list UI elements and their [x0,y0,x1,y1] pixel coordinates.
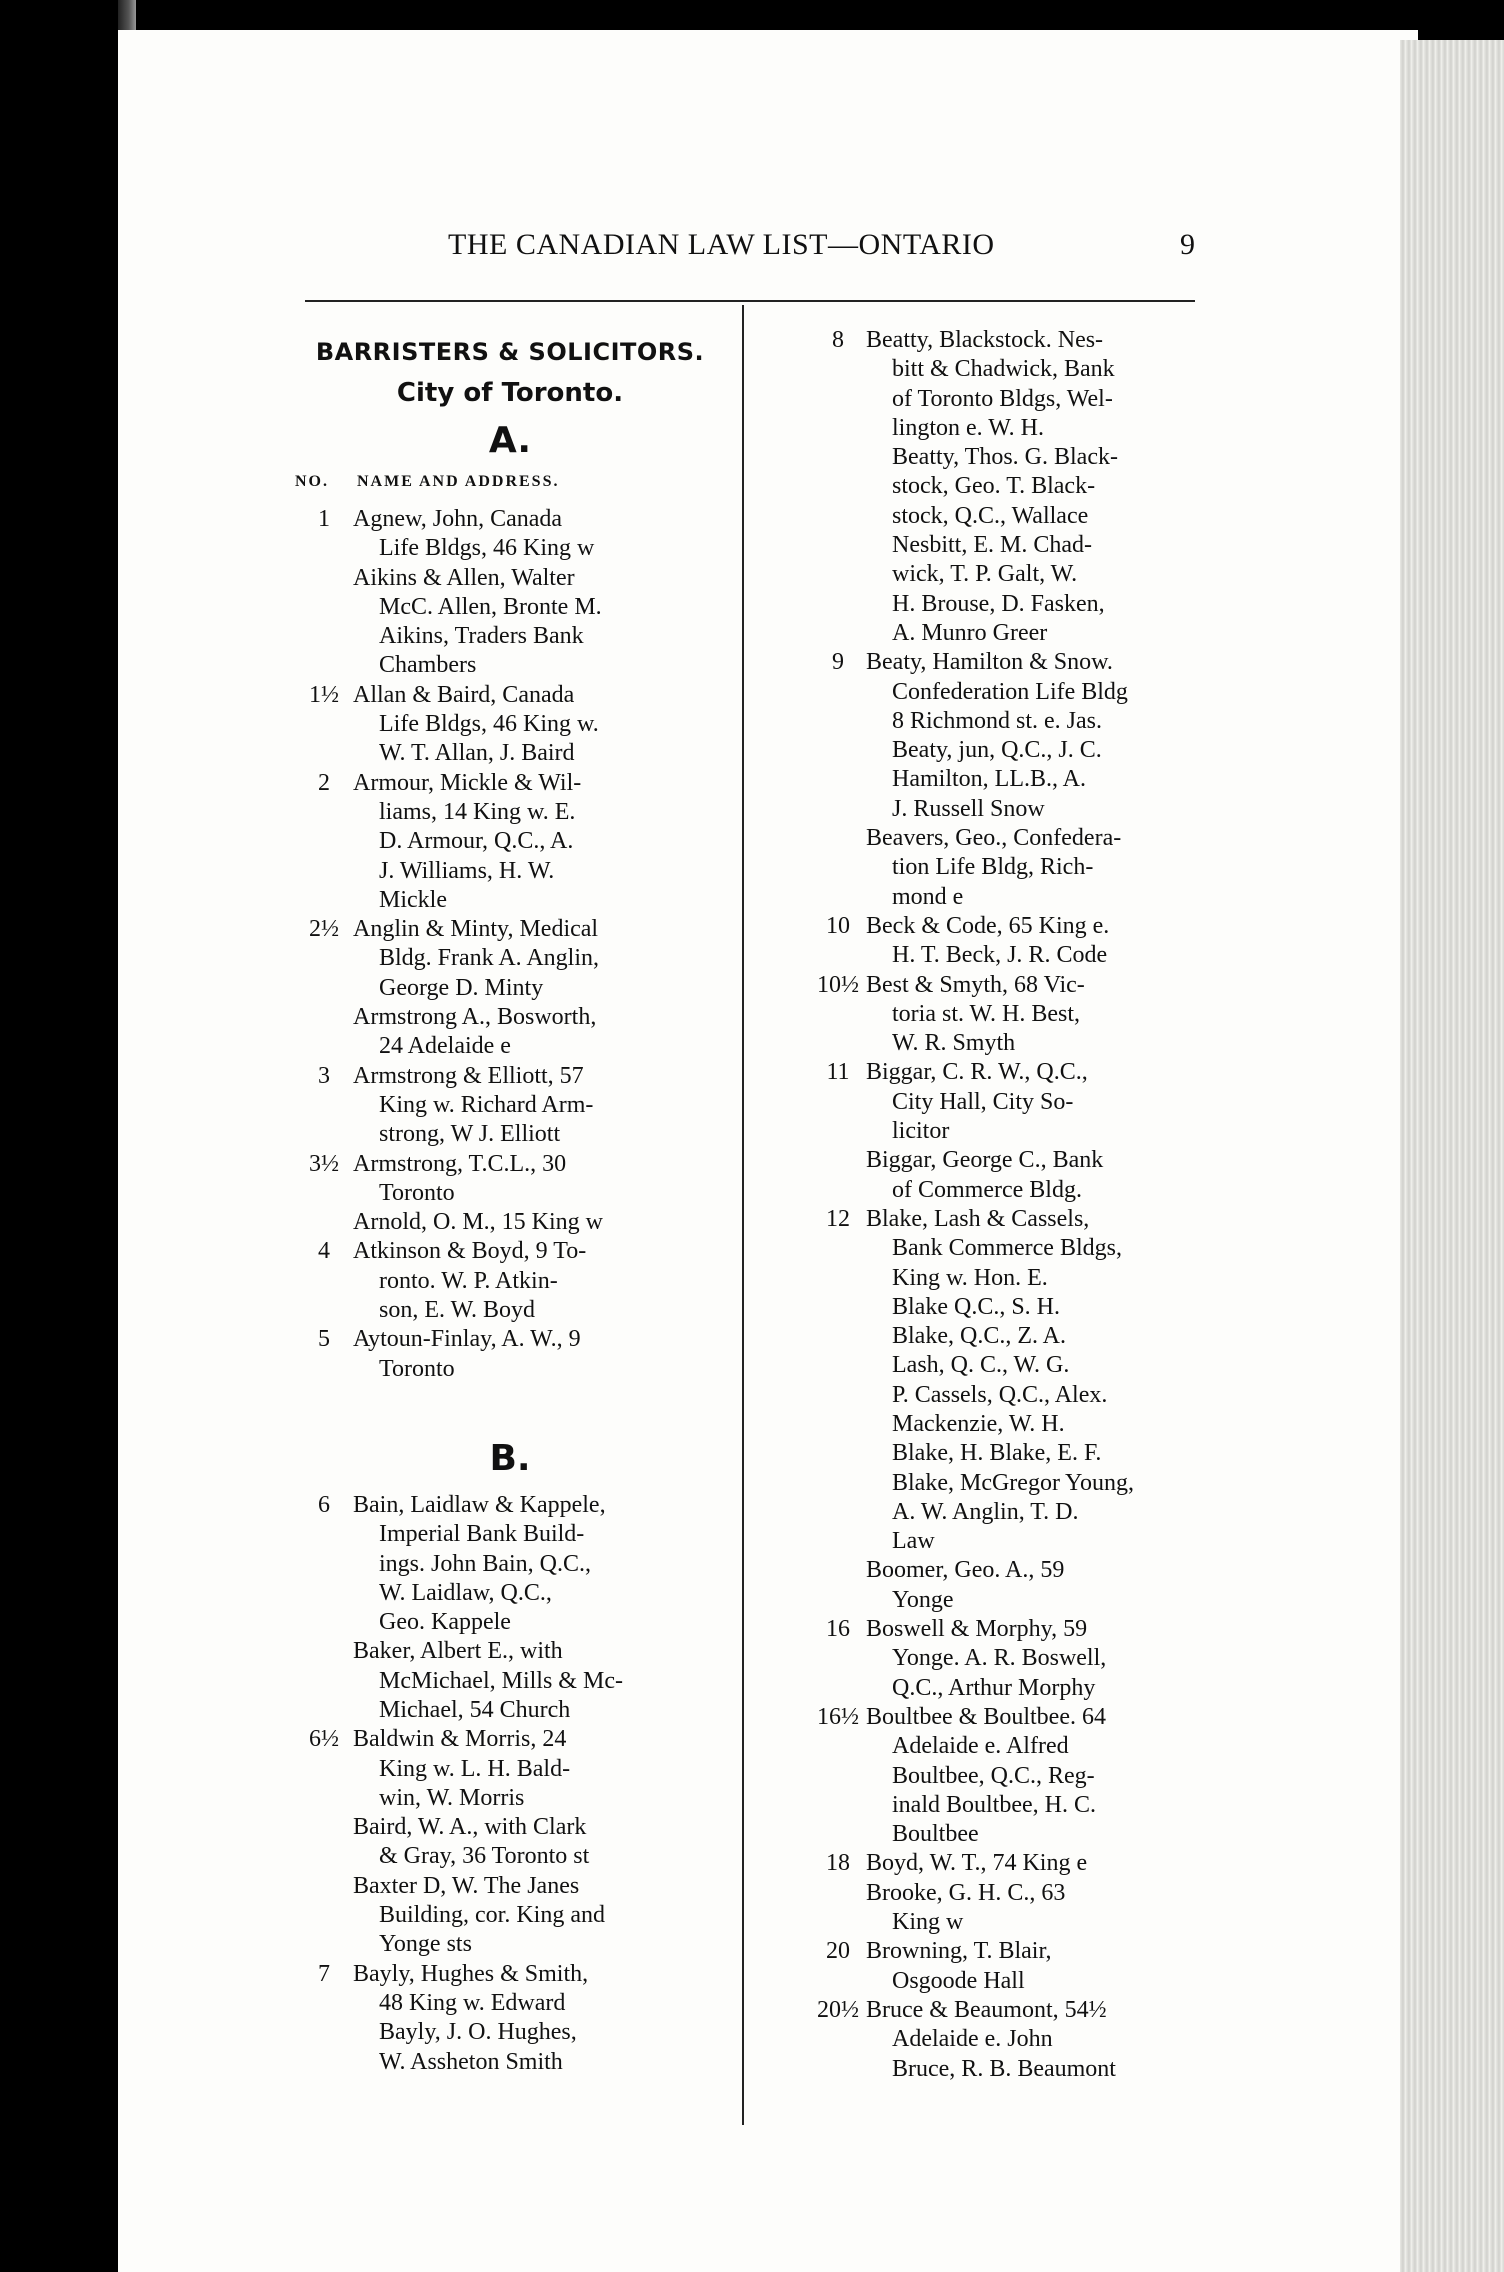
entry-line: George D. Minty [379,974,544,1001]
entry-line: & Gray, 36 Toronto st [379,1843,590,1870]
entry-text [353,564,725,681]
directory-entry [810,1556,1210,1615]
entry-name: Armstrong, T.C.L., 30 [353,1150,567,1177]
directory-entry [295,769,725,915]
entry-line: Law [892,1528,935,1555]
entry-name: Bruce & Beaumont, 54½ [866,1996,1107,2023]
directory-entry [295,505,725,564]
entry-line: Bayly, J. O. Hughes, [379,2019,577,2046]
entry-line: Blake Q.C., S. H. [892,1293,1060,1320]
entry-number [295,1003,353,1062]
entry-name: Blake, Lash & Cassels, [866,1205,1090,1232]
entry-number: 20½ [817,1996,859,2023]
entry-line: City Hall, City So- [892,1088,1074,1115]
entry-line: Boultbee [892,1821,979,1848]
col-header-no: NO. [295,473,329,490]
entry-name: Biggar, George C., Bank [866,1147,1104,1174]
entry-number: 1½ [309,681,339,708]
entry-line: Beaty, jun, Q.C., J. C. [892,737,1102,764]
entry-number: 4 [318,1238,330,1265]
entry-line: Blake, H. Blake, E. F. [892,1440,1102,1467]
entry-line: Imperial Bank Build- [379,1521,585,1548]
directory-entry [295,681,725,769]
entry-name: Browning, T. Blair, [866,1938,1052,1965]
entry-line: Nesbitt, E. M. Chad- [892,532,1092,559]
entry-name: Bayly, Hughes & Smith, [353,1960,589,1987]
entry-line: 48 King w. Edward [379,1989,566,2016]
entry-line: inald Boultbee, H. C. [892,1791,1096,1818]
entry-line: McC. Allen, Bronte M. [379,593,602,620]
entry-line: Yonge sts [379,1931,472,1958]
entry-line: King w [892,1909,964,1936]
directory-entry [810,1879,1210,1938]
entry-text [353,915,725,1003]
entry-text [353,1150,725,1209]
entry-number [295,1872,353,1960]
letter-heading-b: B. [489,1437,531,1479]
entry-line: Boultbee, Q.C., Reg- [892,1762,1095,1789]
entry-number: 6½ [309,1726,339,1753]
entry-name: Boswell & Morphy, 59 [866,1616,1088,1643]
entry-line: ronto. W. P. Atkin- [379,1267,558,1294]
entry-line: A. W. Anglin, T. D. [892,1498,1079,1525]
entry-line: Chambers [379,652,477,679]
entry-text [866,1879,1210,1938]
entry-text [866,1205,1210,1557]
entry-line: licitor [892,1118,950,1145]
entry-line: W. Laidlaw, Q.C., [379,1579,552,1606]
entry-line: wick, T. P. Galt, W. [892,561,1078,588]
entry-line: King w. L. H. Bald- [379,1755,571,1782]
entry-name: Allan & Baird, Canada [353,681,575,708]
entry-line: 8 Richmond st. e. Jas. [892,707,1102,734]
directory-entry [295,915,725,1003]
entry-line: Building, cor. King and [379,1902,605,1929]
directory-entry [810,1615,1210,1703]
entry-line: Geo. Kappele [379,1609,511,1636]
entry-name: Best & Smyth, 68 Vic- [866,971,1085,998]
directory-entry [810,326,1210,648]
entry-line: Mickle [379,886,447,913]
entry-name: Brooke, G. H. C., 63 [866,1879,1066,1906]
directory-entry [295,1491,725,1637]
entry-text [866,648,1210,824]
entry-name: Beck & Code, 65 King e. [866,912,1110,939]
page-number: 9 [1180,228,1196,261]
directory-entry [810,1849,1210,1878]
entry-number: 1 [318,506,330,532]
directory-entry [295,1208,725,1237]
entry-name: Boultbee & Boultbee. 64 [866,1703,1106,1730]
entry-name: Bain, Laidlaw & Kappele, [353,1491,606,1518]
entry-line: King w. Richard Arm- [379,1091,594,1118]
entry-line: D. Armour, Q.C., A. [379,828,574,855]
entry-line: Toronto [379,1355,455,1382]
entry-line: J. Russell Snow [892,795,1045,822]
directory-entry [295,1003,725,1062]
entry-number [295,564,353,681]
directory-entry [810,824,1210,912]
directory-entry [810,971,1210,1059]
entry-line: J. Williams, H. W. [379,857,555,884]
entry-line: Toronto [379,1179,455,1206]
entry-text [353,1208,725,1237]
entry-text [353,505,725,564]
letter-heading-a: A. [488,420,532,461]
entry-line: McMichael, Mills & Mc- [379,1667,623,1694]
entry-name: Agnew, John, Canada [353,506,563,532]
entry-line: 24 Adelaide e [379,1033,511,1060]
directory-entry [295,1150,725,1209]
entry-text [866,1849,1210,1878]
entry-line: bitt & Chadwick, Bank [892,356,1115,383]
entry-number: 2 [318,769,330,796]
entry-line: Mackenzie, W. H. [892,1410,1065,1437]
entry-name: Baldwin & Morris, 24 [353,1726,567,1753]
entry-number: 12 [826,1205,850,1232]
entry-line: Hamilton, LL.B., A. [892,766,1086,793]
entries-b-right [810,326,1210,2084]
directory-entry [810,912,1210,971]
entry-name: Atkinson & Boyd, 9 To- [353,1238,587,1265]
entry-text [866,912,1210,971]
entry-number [810,1146,866,1205]
directory-entry [295,1325,725,1384]
entry-name: Beavers, Geo., Confedera- [866,825,1122,852]
entry-text [866,824,1210,912]
entry-line: lington e. W. H. [892,414,1045,441]
entry-number: 3½ [309,1150,339,1177]
header-rule [305,300,1195,302]
entry-name: Aytoun-Finlay, A. W., 9 [353,1326,581,1353]
directory-entry [810,1937,1210,1996]
entry-text [353,1237,725,1325]
entry-name: Armstrong & Elliott, 57 [353,1062,584,1089]
entry-number: 10 [826,912,850,939]
entries-a [295,505,725,1384]
city-heading: City of Toronto. [396,378,624,408]
directory-entry [295,1725,725,1813]
entry-name: Baird, W. A., with Clark [353,1814,587,1841]
right-column [810,326,1210,2084]
entry-number: 16 [826,1616,850,1643]
entry-line: Lash, Q. C., W. G. [892,1352,1070,1379]
entry-number: 10½ [817,971,859,998]
entry-text [353,1960,725,2077]
entry-line: Adelaide e. John [892,2026,1053,2053]
entry-line: stock, Q.C., Wallace [892,502,1089,529]
entry-name: Beaty, Hamilton & Snow. [866,649,1113,676]
entry-number [810,1879,866,1938]
entry-line: Aikins, Traders Bank [379,623,584,650]
directory-entry [810,1996,1210,2084]
running-title: THE CANADIAN LAW LIST—ONTARIO [448,228,995,261]
directory-entry [295,1960,725,2077]
entry-number: 9 [832,649,844,676]
entry-text [353,1725,725,1813]
entry-text [866,1146,1210,1205]
section-heading: BARRISTERS & SOLICITORS. [315,338,705,366]
entry-line: P. Cassels, Q.C., Alex. [892,1381,1108,1408]
entry-number: 7 [318,1960,330,1987]
entry-line: A. Munro Greer [892,619,1048,646]
entry-line: Life Bldgs, 46 King w [379,535,595,562]
entry-line: Bldg. Frank A. Anglin, [379,945,600,972]
entry-text [866,326,1210,648]
directory-entry [295,1872,725,1960]
entry-line: W. R. Smyth [892,1030,1016,1057]
entry-line: mond e [892,883,964,910]
directory-entry [295,1062,725,1150]
entry-line: Blake, Q.C., Z. A. [892,1323,1066,1350]
directory-entry [810,1058,1210,1146]
entry-number [295,1208,353,1237]
entry-number: 20 [826,1938,850,1965]
entry-name: Boomer, Geo. A., 59 [866,1557,1065,1584]
entry-number: 8 [832,327,844,353]
entry-line: son, E. W. Boyd [379,1297,536,1324]
entry-name: Baker, Albert E., with [353,1638,563,1665]
entry-number: 11 [826,1059,850,1086]
entry-line: stock, Geo. T. Black- [892,473,1096,500]
entry-number: 18 [826,1850,850,1877]
entry-line: of Toronto Bldgs, Wel- [892,385,1113,412]
entry-name: Armour, Mickle & Wil- [353,769,582,796]
entry-number [295,1637,353,1725]
entry-line: Blake, McGregor Young, [892,1469,1134,1496]
directory-entry [810,648,1210,824]
entry-number: 2½ [309,916,339,943]
entry-line: Osgoode Hall [892,1967,1025,1994]
left-column [295,330,725,2077]
entry-number: 5 [318,1326,330,1353]
running-header [300,228,1200,278]
entry-line: Beatty, Thos. G. Black- [892,444,1118,471]
entry-text [353,1062,725,1150]
column-headers [295,473,725,491]
entry-line: liams, 14 King w. E. [379,798,576,825]
entry-text [353,1637,725,1725]
entry-number [810,1556,866,1615]
entry-text [353,1003,725,1062]
entry-name: Baxter D, W. The Janes [353,1872,580,1899]
entry-line: Adelaide e. Alfred [892,1733,1069,1760]
entry-line: King w. Hon. E. [892,1264,1048,1291]
entry-text [866,1058,1210,1146]
directory-entry [295,1637,725,1725]
entry-number [295,1813,353,1872]
entry-name: Beatty, Blackstock. Nes- [866,327,1104,353]
entry-text [353,1872,725,1960]
directory-entry [810,1146,1210,1205]
entry-text [353,1325,725,1384]
entry-text [353,769,725,915]
entry-line: H. T. Beck, J. R. Code [892,942,1108,969]
entry-name: Arnold, O. M., 15 King w [353,1209,603,1236]
entry-text [866,1615,1210,1703]
entry-line: toria st. W. H. Best, [892,1000,1081,1027]
entry-line: of Commerce Bldg. [892,1176,1082,1203]
entry-line: Confederation Life Bldg [892,678,1128,705]
entries-b-left [295,1491,725,2077]
entry-line: ings. John Bain, Q.C., [379,1550,592,1577]
entry-text [866,1703,1210,1849]
entry-line: Q.C., Arthur Morphy [892,1674,1096,1701]
col-header-name: NAME AND ADDRESS. [357,473,560,490]
page-edges [1400,40,1504,2272]
directory-entry [810,1703,1210,1849]
entry-line: W. Assheton Smith [379,2048,563,2075]
entry-name: Anglin & Minty, Medical [353,916,599,943]
entry-line: win, W. Morris [379,1784,525,1811]
entry-line: Bank Commerce Bldgs, [892,1235,1122,1262]
entry-number: 6 [318,1491,330,1518]
entry-text [866,1937,1210,1996]
entry-text [866,971,1210,1059]
directory-entry [810,1205,1210,1557]
entry-number: 3 [318,1062,330,1089]
entry-text [353,681,725,769]
directory-entry [295,1813,725,1872]
entry-line: Bruce, R. B. Beaumont [892,2055,1116,2082]
entry-line: Michael, 54 Church [379,1696,571,1723]
column-divider [742,305,744,2125]
entry-text [866,1996,1210,2084]
entry-text [353,1813,725,1872]
entry-number: 16½ [817,1703,859,1730]
entry-line: strong, W J. Elliott [379,1121,561,1148]
directory-entry [295,1237,725,1325]
entry-line: H. Brouse, D. Fasken, [892,590,1105,617]
entry-line: Yonge [892,1586,954,1613]
entry-name: Biggar, C. R. W., Q.C., [866,1059,1088,1086]
entry-line: tion Life Bldg, Rich- [892,854,1094,881]
entry-line: Yonge. A. R. Boswell, [892,1645,1107,1672]
entry-number [810,824,866,912]
directory-entry [295,564,725,681]
entry-name: Boyd, W. T., 74 King e [866,1850,1088,1877]
entry-name: Armstrong A., Bosworth, [353,1004,597,1031]
entry-text [866,1556,1210,1615]
entry-line: W. T. Allan, J. Baird [379,740,575,767]
entry-name: Aikins & Allen, Walter [353,564,575,591]
entry-line: Life Bldgs, 46 King w. [379,711,599,738]
entry-text [353,1491,725,1637]
